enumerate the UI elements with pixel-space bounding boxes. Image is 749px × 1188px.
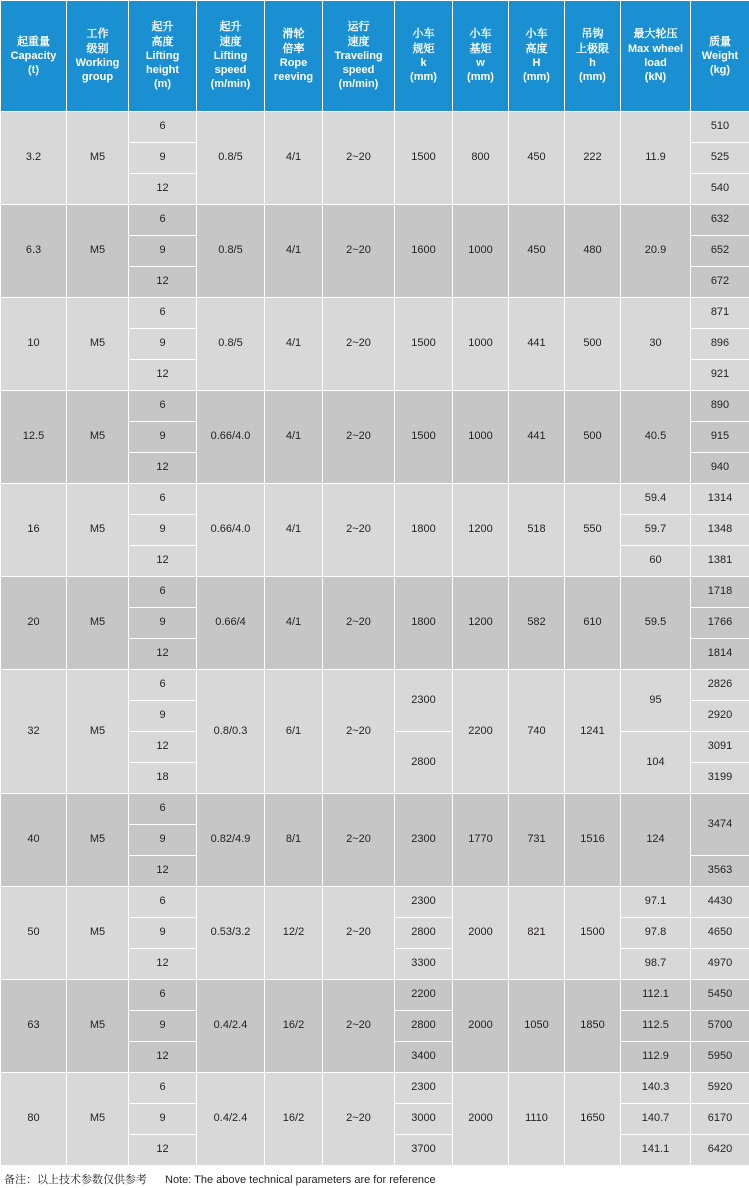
cell-trolley-height: 1050 [509, 980, 565, 1073]
cell-hook-limit: 1516 [565, 794, 621, 887]
cell-gauge-k: 2800 [395, 732, 453, 794]
cell-capacity: 63 [1, 980, 67, 1073]
cell-weight: 5920 [691, 1073, 749, 1104]
cell-rope-reeving: 4/1 [265, 577, 323, 670]
cell-wheel-load: 140.3 [621, 1073, 691, 1104]
cell-lifting-height: 12 [129, 1135, 197, 1166]
cell-wheel-load: 20.9 [621, 205, 691, 298]
cell-working-group: M5 [67, 794, 129, 887]
footnote-en: Note: The above technical parameters are for reference [165, 1174, 436, 1186]
cell-lifting-height: 12 [129, 267, 197, 298]
cell-trolley-height: 441 [509, 391, 565, 484]
column-header-11: 质量 Weight (kg) [691, 1, 749, 112]
cell-lifting-height: 9 [129, 1011, 197, 1042]
cell-lifting-height: 9 [129, 422, 197, 453]
footnote [0, 1166, 749, 1188]
cell-working-group: M5 [67, 391, 129, 484]
column-header-1: 工作 级别 Working group [67, 1, 129, 112]
cell-capacity: 80 [1, 1073, 67, 1166]
footnote-cn: 备注：以上技术参数仅供参考 [4, 1174, 147, 1186]
cell-working-group: M5 [67, 298, 129, 391]
cell-lifting-height: 9 [129, 329, 197, 360]
cell-rope-reeving: 4/1 [265, 391, 323, 484]
cell-working-group: M5 [67, 205, 129, 298]
cell-trolley-height: 518 [509, 484, 565, 577]
cell-wheel-load: 97.1 [621, 887, 691, 918]
cell-weight: 890 [691, 391, 749, 422]
cell-lifting-height: 18 [129, 763, 197, 794]
cell-gauge-k: 3300 [395, 949, 453, 980]
cell-capacity: 16 [1, 484, 67, 577]
cell-weight: 1314 [691, 484, 749, 515]
cell-hook-limit: 550 [565, 484, 621, 577]
cell-wheel-load: 112.9 [621, 1042, 691, 1073]
cell-hook-limit: 1500 [565, 887, 621, 980]
column-header-4: 滑轮 倍率 Rope reeving [265, 1, 323, 112]
cell-capacity: 20 [1, 577, 67, 670]
cell-rope-reeving: 12/2 [265, 887, 323, 980]
cell-weight: 4650 [691, 918, 749, 949]
cell-base-w: 2000 [453, 1073, 509, 1166]
cell-weight: 5450 [691, 980, 749, 1011]
table-row [1, 112, 749, 143]
cell-lifting-height: 6 [129, 794, 197, 825]
cell-wheel-load: 112.1 [621, 980, 691, 1011]
cell-traveling-speed: 2~20 [323, 670, 395, 794]
cell-lifting-height: 6 [129, 887, 197, 918]
cell-hook-limit: 610 [565, 577, 621, 670]
cell-base-w: 2000 [453, 887, 509, 980]
header-row [1, 1, 749, 112]
cell-gauge-k: 2300 [395, 887, 453, 918]
cell-weight: 4970 [691, 949, 749, 980]
cell-lifting-height: 12 [129, 453, 197, 484]
cell-capacity: 50 [1, 887, 67, 980]
cell-lifting-speed: 0.8/5 [197, 298, 265, 391]
cell-lifting-height: 9 [129, 515, 197, 546]
cell-lifting-height: 12 [129, 639, 197, 670]
cell-weight: 2920 [691, 701, 749, 732]
cell-traveling-speed: 2~20 [323, 205, 395, 298]
cell-gauge-k: 1500 [395, 112, 453, 205]
cell-lifting-speed: 0.82/4.9 [197, 794, 265, 887]
table-row [1, 670, 749, 701]
cell-base-w: 2000 [453, 980, 509, 1073]
cell-weight: 4430 [691, 887, 749, 918]
cell-rope-reeving: 4/1 [265, 484, 323, 577]
table-row [1, 794, 749, 825]
cell-weight: 915 [691, 422, 749, 453]
cell-wheel-load: 141.1 [621, 1135, 691, 1166]
cell-lifting-height: 12 [129, 856, 197, 887]
cell-gauge-k: 3700 [395, 1135, 453, 1166]
cell-rope-reeving: 4/1 [265, 205, 323, 298]
cell-lifting-height: 9 [129, 1104, 197, 1135]
table-row [1, 205, 749, 236]
table-row [1, 577, 749, 608]
cell-traveling-speed: 2~20 [323, 794, 395, 887]
cell-gauge-k: 2300 [395, 670, 453, 732]
cell-hook-limit: 480 [565, 205, 621, 298]
table-row [1, 887, 749, 918]
cell-working-group: M5 [67, 484, 129, 577]
cell-traveling-speed: 2~20 [323, 887, 395, 980]
cell-wheel-load: 60 [621, 546, 691, 577]
table-row [1, 298, 749, 329]
cell-lifting-height: 6 [129, 980, 197, 1011]
cell-wheel-load: 40.5 [621, 391, 691, 484]
cell-hook-limit: 500 [565, 298, 621, 391]
cell-lifting-speed: 0.66/4.0 [197, 391, 265, 484]
cell-weight: 3474 [691, 794, 749, 856]
cell-base-w: 1000 [453, 298, 509, 391]
cell-hook-limit: 1650 [565, 1073, 621, 1166]
cell-lifting-height: 12 [129, 546, 197, 577]
cell-weight: 6170 [691, 1104, 749, 1135]
cell-traveling-speed: 2~20 [323, 1073, 395, 1166]
cell-lifting-height: 6 [129, 205, 197, 236]
cell-lifting-height: 6 [129, 577, 197, 608]
cell-traveling-speed: 2~20 [323, 577, 395, 670]
cell-weight: 921 [691, 360, 749, 391]
cell-base-w: 1000 [453, 391, 509, 484]
cell-gauge-k: 2800 [395, 1011, 453, 1042]
cell-lifting-height: 9 [129, 236, 197, 267]
column-header-10: 最大轮压 Max wheel load (kN) [621, 1, 691, 112]
cell-gauge-k: 1500 [395, 298, 453, 391]
cell-wheel-load: 59.5 [621, 577, 691, 670]
cell-rope-reeving: 8/1 [265, 794, 323, 887]
cell-wheel-load: 124 [621, 794, 691, 887]
cell-lifting-speed: 0.53/3.2 [197, 887, 265, 980]
cell-lifting-speed: 0.4/2.4 [197, 980, 265, 1073]
cell-weight: 1348 [691, 515, 749, 546]
column-header-2: 起升 高度 Lifting height (m) [129, 1, 197, 112]
cell-working-group: M5 [67, 112, 129, 205]
cell-weight: 632 [691, 205, 749, 236]
cell-traveling-speed: 2~20 [323, 484, 395, 577]
cell-lifting-height: 6 [129, 391, 197, 422]
cell-weight: 540 [691, 174, 749, 205]
cell-gauge-k: 2200 [395, 980, 453, 1011]
cell-weight: 672 [691, 267, 749, 298]
cell-capacity: 6.3 [1, 205, 67, 298]
cell-base-w: 1200 [453, 484, 509, 577]
cell-weight: 2826 [691, 670, 749, 701]
cell-wheel-load: 112.5 [621, 1011, 691, 1042]
cell-weight: 1814 [691, 639, 749, 670]
cell-lifting-height: 6 [129, 670, 197, 701]
cell-lifting-height: 9 [129, 143, 197, 174]
cell-hook-limit: 1850 [565, 980, 621, 1073]
cell-lifting-height: 6 [129, 112, 197, 143]
table-body [1, 112, 749, 1166]
cell-lifting-height: 9 [129, 608, 197, 639]
cell-capacity: 10 [1, 298, 67, 391]
cell-hook-limit: 500 [565, 391, 621, 484]
cell-base-w: 1000 [453, 205, 509, 298]
cell-lifting-speed: 0.8/5 [197, 205, 265, 298]
cell-trolley-height: 450 [509, 112, 565, 205]
cell-wheel-load: 95 [621, 670, 691, 732]
cell-weight: 1718 [691, 577, 749, 608]
cell-traveling-speed: 2~20 [323, 980, 395, 1073]
cell-trolley-height: 450 [509, 205, 565, 298]
cell-weight: 652 [691, 236, 749, 267]
cell-gauge-k: 1500 [395, 391, 453, 484]
column-header-8: 小车 高度 H (mm) [509, 1, 565, 112]
cell-capacity: 32 [1, 670, 67, 794]
cell-working-group: M5 [67, 670, 129, 794]
cell-lifting-height: 12 [129, 949, 197, 980]
cell-base-w: 1200 [453, 577, 509, 670]
cell-capacity: 40 [1, 794, 67, 887]
cell-wheel-load: 104 [621, 732, 691, 794]
cell-gauge-k: 2800 [395, 918, 453, 949]
cell-trolley-height: 731 [509, 794, 565, 887]
cell-lifting-speed: 0.8/0.3 [197, 670, 265, 794]
cell-capacity: 12.5 [1, 391, 67, 484]
cell-traveling-speed: 2~20 [323, 391, 395, 484]
cell-weight: 871 [691, 298, 749, 329]
cell-weight: 6420 [691, 1135, 749, 1166]
cell-weight: 525 [691, 143, 749, 174]
cell-wheel-load: 59.7 [621, 515, 691, 546]
cell-gauge-k: 2300 [395, 1073, 453, 1104]
cell-gauge-k: 1600 [395, 205, 453, 298]
cell-gauge-k: 3400 [395, 1042, 453, 1073]
cell-weight: 1381 [691, 546, 749, 577]
cell-wheel-load: 97.8 [621, 918, 691, 949]
cell-rope-reeving: 4/1 [265, 112, 323, 205]
column-header-0: 起重量 Capacity (t) [1, 1, 67, 112]
cell-gauge-k: 3000 [395, 1104, 453, 1135]
cell-weight: 896 [691, 329, 749, 360]
cell-lifting-speed: 0.66/4 [197, 577, 265, 670]
cell-lifting-height: 6 [129, 298, 197, 329]
cell-rope-reeving: 16/2 [265, 1073, 323, 1166]
column-header-6: 小车 规矩 k (mm) [395, 1, 453, 112]
cell-trolley-height: 740 [509, 670, 565, 794]
cell-capacity: 3.2 [1, 112, 67, 205]
column-header-9: 吊钩 上极限 h (mm) [565, 1, 621, 112]
cell-lifting-height: 9 [129, 918, 197, 949]
column-header-5: 运行 速度 Traveling speed (m/min) [323, 1, 395, 112]
cell-rope-reeving: 4/1 [265, 298, 323, 391]
cell-working-group: M5 [67, 577, 129, 670]
cell-lifting-speed: 0.8/5 [197, 112, 265, 205]
cell-lifting-height: 6 [129, 484, 197, 515]
cell-wheel-load: 11.9 [621, 112, 691, 205]
cell-rope-reeving: 16/2 [265, 980, 323, 1073]
cell-lifting-height: 12 [129, 732, 197, 763]
cell-trolley-height: 582 [509, 577, 565, 670]
cell-base-w: 800 [453, 112, 509, 205]
cell-base-w: 2200 [453, 670, 509, 794]
table-header [1, 1, 749, 112]
cell-working-group: M5 [67, 980, 129, 1073]
table-row [1, 1073, 749, 1104]
cell-weight: 5950 [691, 1042, 749, 1073]
cell-lifting-height: 12 [129, 360, 197, 391]
cell-gauge-k: 1800 [395, 577, 453, 670]
cell-traveling-speed: 2~20 [323, 298, 395, 391]
cell-wheel-load: 140.7 [621, 1104, 691, 1135]
table-row [1, 484, 749, 515]
cell-weight: 5700 [691, 1011, 749, 1042]
cell-weight: 3563 [691, 856, 749, 887]
column-header-3: 起升 速度 Lifting speed (m/min) [197, 1, 265, 112]
cell-lifting-speed: 0.4/2.4 [197, 1073, 265, 1166]
cell-weight: 1766 [691, 608, 749, 639]
cell-gauge-k: 1800 [395, 484, 453, 577]
cell-working-group: M5 [67, 887, 129, 980]
cell-rope-reeving: 6/1 [265, 670, 323, 794]
cell-weight: 510 [691, 112, 749, 143]
table-row [1, 980, 749, 1011]
cell-wheel-load: 30 [621, 298, 691, 391]
cell-wheel-load: 59.4 [621, 484, 691, 515]
cell-hook-limit: 222 [565, 112, 621, 205]
cell-weight: 3199 [691, 763, 749, 794]
cell-lifting-height: 9 [129, 701, 197, 732]
cell-weight: 3091 [691, 732, 749, 763]
cell-lifting-height: 12 [129, 174, 197, 205]
cell-trolley-height: 441 [509, 298, 565, 391]
cell-lifting-height: 6 [129, 1073, 197, 1104]
cell-trolley-height: 821 [509, 887, 565, 980]
cell-base-w: 1770 [453, 794, 509, 887]
cell-gauge-k: 2300 [395, 794, 453, 887]
cell-trolley-height: 1110 [509, 1073, 565, 1166]
cell-weight: 940 [691, 453, 749, 484]
cell-wheel-load: 98.7 [621, 949, 691, 980]
cell-hook-limit: 1241 [565, 670, 621, 794]
cell-traveling-speed: 2~20 [323, 112, 395, 205]
cell-lifting-height: 9 [129, 825, 197, 856]
table-row [1, 391, 749, 422]
cell-working-group: M5 [67, 1073, 129, 1166]
column-header-7: 小车 基矩 w (mm) [453, 1, 509, 112]
cell-lifting-speed: 0.66/4.0 [197, 484, 265, 577]
cell-lifting-height: 12 [129, 1042, 197, 1073]
